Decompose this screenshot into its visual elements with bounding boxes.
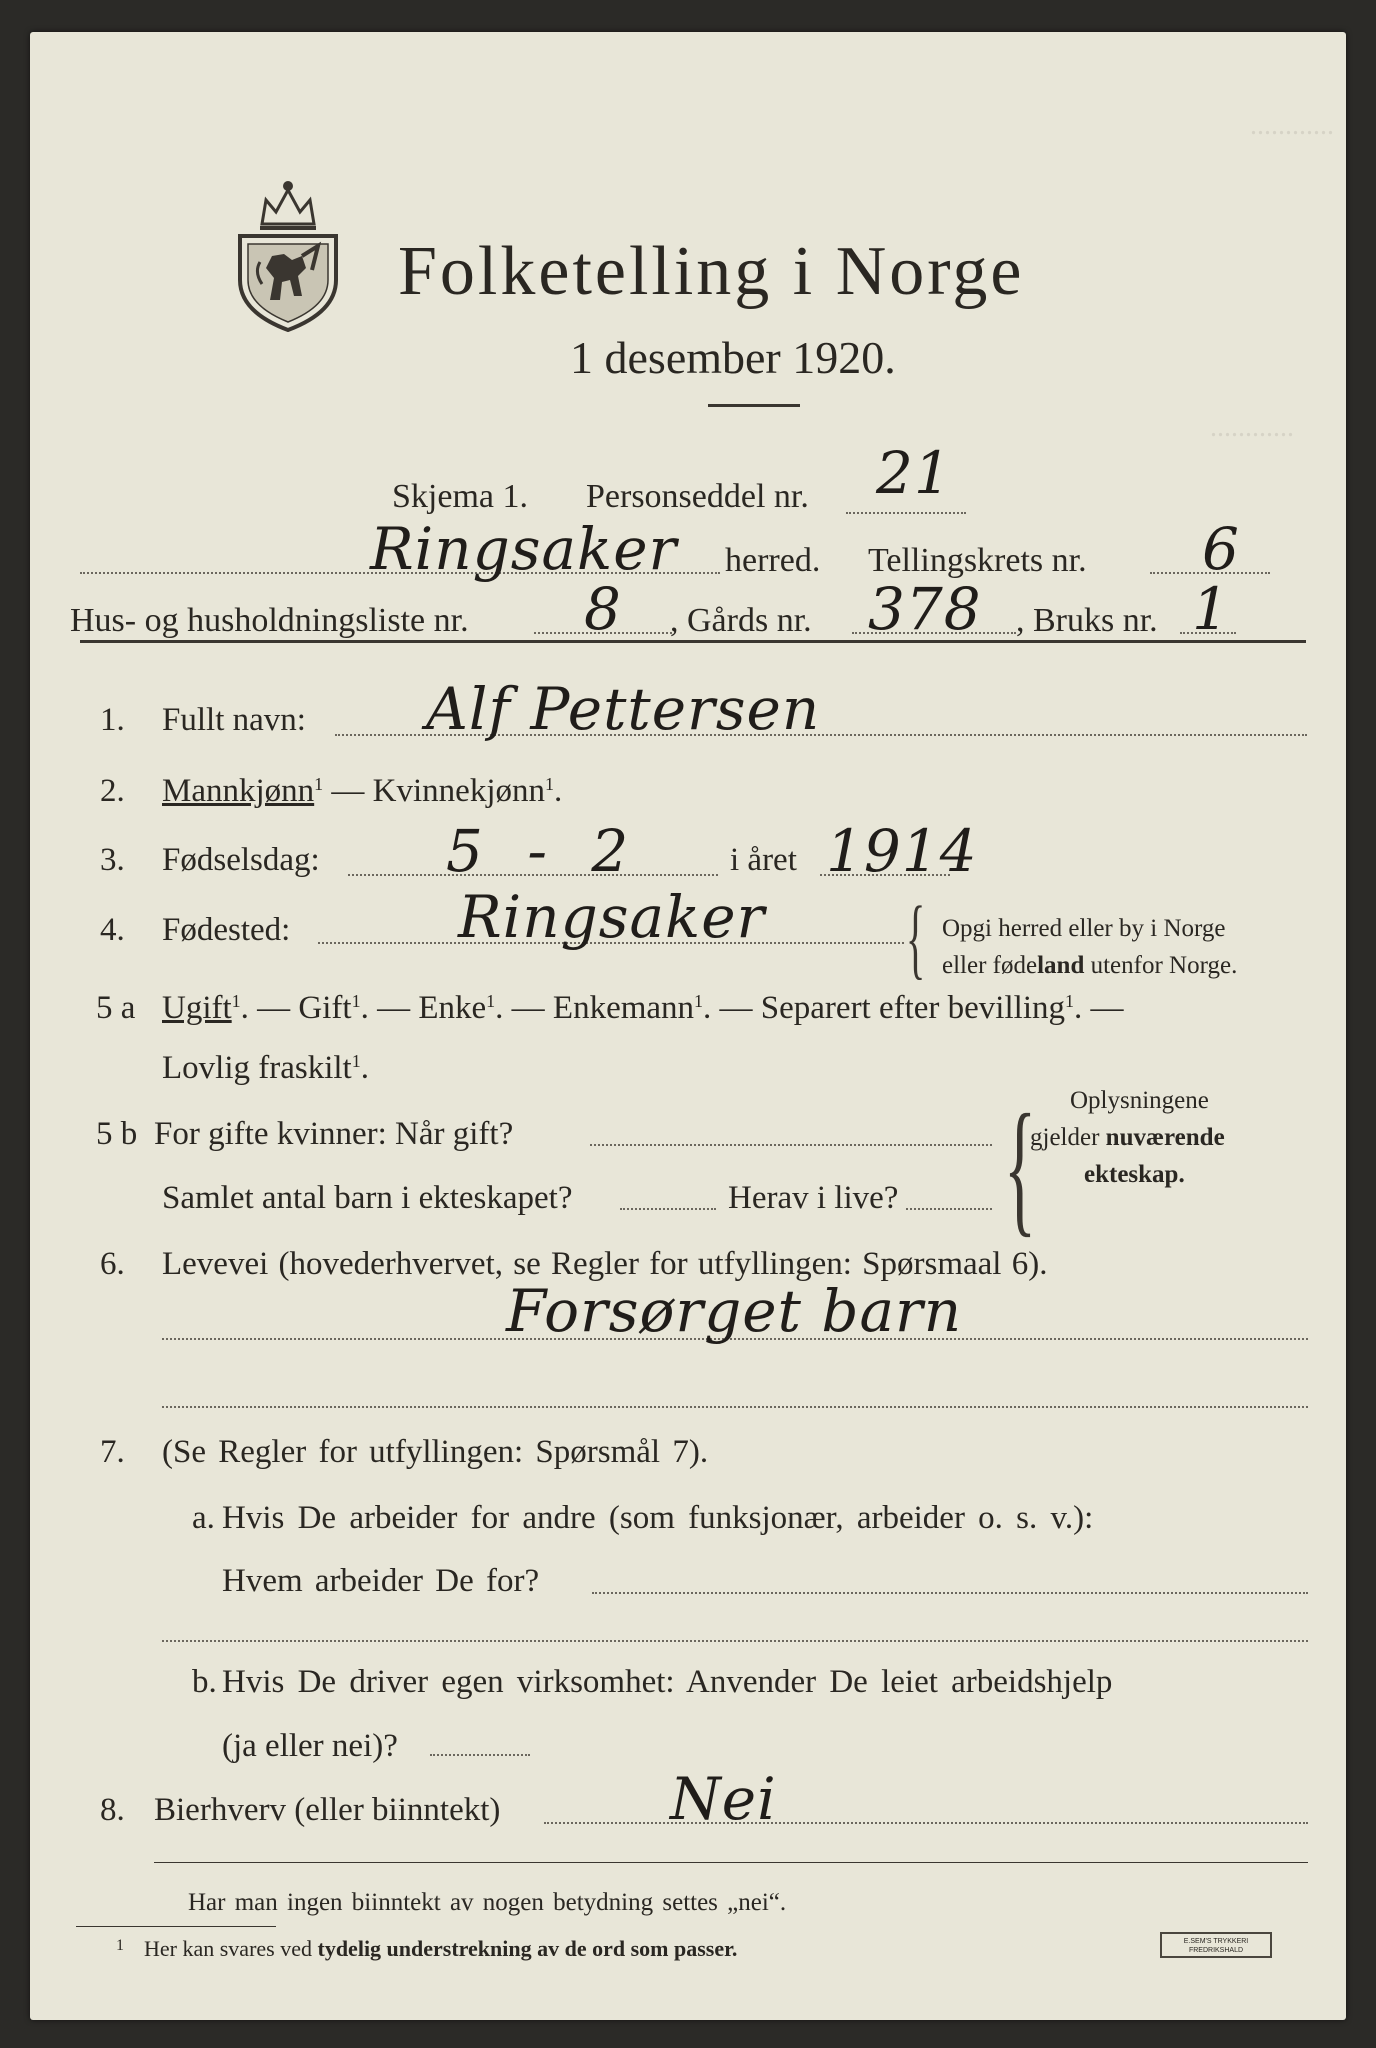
q8-label: Bierhverv (eller biinntekt) bbox=[154, 1792, 501, 1828]
footnote-number: 1 bbox=[116, 1937, 124, 1954]
herred-label: herred. bbox=[725, 542, 821, 579]
q8-value[interactable]: Nei bbox=[670, 1765, 777, 1833]
footnote-mark: 1 bbox=[545, 774, 554, 794]
q4-note-line1: Opgi herred eller by i Norge bbox=[942, 915, 1226, 942]
census-form-page bbox=[30, 32, 1346, 2020]
q6-label: Levevei (hovederhvervet, se Regler for utfyllingen: Spørsmaal 6). bbox=[162, 1246, 1048, 1282]
q2-options: Mannkjønn$^1$ — Kvinnekjønn$^1$. bbox=[162, 773, 563, 809]
q4-value[interactable]: Ringsaker bbox=[458, 883, 766, 951]
q3-number: 3. bbox=[100, 842, 125, 878]
q7-number: 7. bbox=[100, 1434, 125, 1470]
q3-year-label: i året bbox=[730, 842, 797, 878]
footer-note: Har man ingen biinntekt av nogen betydning settes „nei“. bbox=[188, 1889, 787, 1916]
herred-value[interactable]: Ringsaker bbox=[370, 515, 678, 583]
q5b-label: For gifte kvinner: Når gift? bbox=[154, 1116, 514, 1152]
q5b-herav-label: Herav i live? bbox=[728, 1180, 899, 1216]
q5a-number: 5 a bbox=[96, 990, 136, 1026]
q3-year-value[interactable]: 1914 bbox=[826, 817, 978, 885]
q5a-option-enkemann[interactable]: . — Enkemann bbox=[495, 990, 695, 1026]
q6-line2 bbox=[162, 1406, 1308, 1408]
q2-option-kvinnekjonn[interactable]: — Kvinnekjønn bbox=[323, 773, 545, 809]
q4-note-line2: eller fødeland utenfor Norge. bbox=[942, 952, 1238, 979]
q5b-number: 5 b bbox=[96, 1116, 138, 1152]
q5b-herav-line bbox=[906, 1208, 992, 1210]
schema-label: Skjema 1. bbox=[392, 478, 528, 515]
q7b-ja-line bbox=[430, 1754, 530, 1756]
q6-number: 6. bbox=[100, 1246, 125, 1282]
q7a-hvem-line bbox=[592, 1592, 1308, 1594]
q5a-options: Ugift$^1$. — Gift$^1$. — Enke$^1$. — Enkemann$^1$. — Separert efter bevilling$^1$. — bbox=[162, 990, 1124, 1026]
q5a-option-enke[interactable]: . — Enke bbox=[360, 990, 487, 1026]
q4-number: 4. bbox=[100, 912, 125, 948]
q7-label: (Se Regler for utfyllingen: Spørsmål 7). bbox=[162, 1434, 709, 1470]
coat-of-arms-icon bbox=[232, 172, 344, 332]
hus-label: Hus- og husholdningsliste nr. bbox=[70, 602, 469, 639]
q5b-note-line3: ekteskap. bbox=[1084, 1161, 1185, 1188]
footnote-mark: 1 bbox=[314, 774, 324, 794]
q5b-note-line2: gjelder nuværende bbox=[1030, 1124, 1225, 1151]
q5b-samlet-label: Samlet antal barn i ekteskapet? bbox=[162, 1180, 573, 1216]
gards-label: , Gårds nr. bbox=[670, 602, 812, 639]
q4-label: Fødested: bbox=[162, 912, 291, 948]
q3-value[interactable]: 5 - 2 bbox=[446, 817, 630, 885]
q2-number: 2. bbox=[100, 773, 125, 809]
q7b-ja-label: (ja eller nei)? bbox=[222, 1728, 398, 1764]
q7b-text: Hvis De driver egen virksomhet: Anvender De leiet arbeidshjelp bbox=[222, 1664, 1113, 1700]
q1-value[interactable]: Alf Pettersen bbox=[426, 675, 821, 743]
q7a-letter: a. bbox=[192, 1500, 215, 1536]
q8-line bbox=[544, 1822, 1308, 1824]
q8-number: 8. bbox=[100, 1792, 125, 1828]
form-title: Folketelling i Norge bbox=[398, 233, 1025, 310]
q5a-option-ugift[interactable]: Ugift bbox=[162, 990, 232, 1026]
q6-value[interactable]: Forsørget barn bbox=[506, 1277, 963, 1345]
bruks-label: , Bruks nr. bbox=[1016, 602, 1158, 639]
footer-separator bbox=[154, 1862, 1308, 1863]
q3-label: Fødselsdag: bbox=[162, 842, 320, 878]
title-underline bbox=[708, 404, 800, 407]
q2-option-mannkjonn[interactable]: Mannkjønn bbox=[162, 773, 315, 809]
q7a-line2 bbox=[162, 1640, 1308, 1642]
footnote-separator bbox=[76, 1926, 276, 1927]
footnote-text: Her kan svares ved tydelig understrekning av de ord som passer. bbox=[144, 1936, 738, 1961]
q5a-option-fraskilt[interactable]: Lovlig fraskilt$^1$. bbox=[162, 1050, 369, 1086]
q7b-letter: b. bbox=[192, 1664, 217, 1700]
personseddel-value[interactable]: 21 bbox=[876, 439, 952, 507]
q1-label: Fullt navn: bbox=[162, 702, 306, 738]
bruks-value[interactable]: 1 bbox=[1192, 575, 1230, 643]
header-separator bbox=[80, 640, 1306, 643]
hus-value[interactable]: 8 bbox=[584, 575, 622, 643]
bleed-through-text: ............ bbox=[1210, 412, 1294, 443]
tellingskrets-value[interactable]: 6 bbox=[1202, 515, 1240, 583]
q1-number: 1. bbox=[100, 702, 125, 738]
printer-stamp: E.SEM'S TRYKKERI FREDRIKSHALD bbox=[1160, 1932, 1272, 1958]
bleed-through-text: ............ bbox=[1250, 110, 1334, 141]
q5a-option-separert[interactable]: . — Separert efter bevilling bbox=[703, 990, 1065, 1026]
q5b-samlet-line bbox=[620, 1208, 716, 1210]
q5a-option-gift[interactable]: . — Gift bbox=[240, 990, 352, 1026]
tellingskrets-label: Tellingskrets nr. bbox=[868, 542, 1087, 579]
q5b-note-line1: Oplysningene bbox=[1070, 1087, 1209, 1114]
q5b-brace: { bbox=[1003, 1084, 1037, 1250]
q7a-text: Hvis De arbeider for andre (som funksjonær, arbeider o. s. v.): bbox=[222, 1500, 1094, 1536]
personseddel-label: Personseddel nr. bbox=[586, 478, 809, 515]
personseddel-line bbox=[846, 512, 966, 514]
form-date: 1 desember 1920. bbox=[570, 332, 896, 383]
gards-value[interactable]: 378 bbox=[868, 575, 982, 643]
q7a-hvem-label: Hvem arbeider De for? bbox=[222, 1563, 540, 1599]
q5b-nar-gift-line bbox=[590, 1144, 992, 1146]
q4-brace: { bbox=[905, 889, 926, 988]
